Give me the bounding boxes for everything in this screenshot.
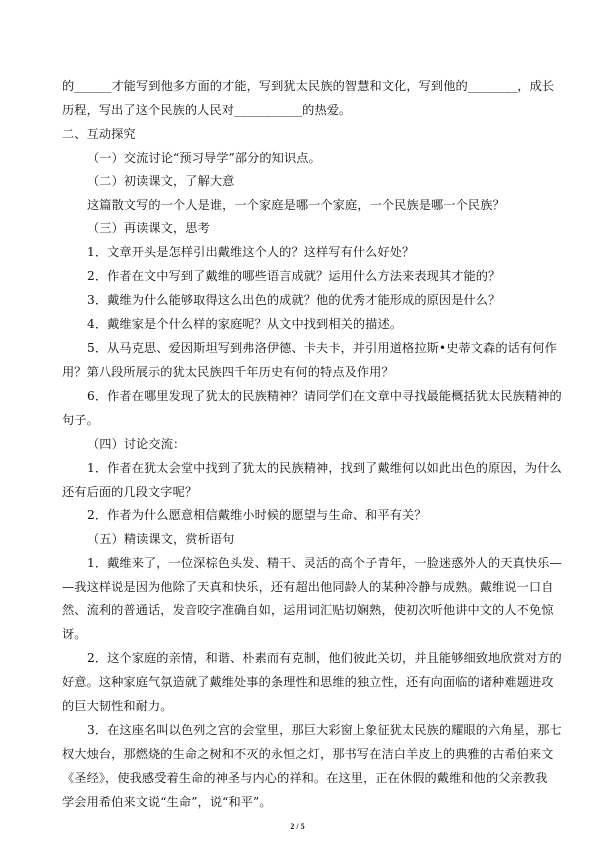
section-heading: 二、互动探究 bbox=[62, 127, 136, 141]
text-line: 历程，写出了这个民族的人民对___________的热爱。 bbox=[62, 103, 352, 117]
question-item: 1．作者在犹太会堂中找到了犹太的民族精神，找到了戴维何以如此出色的原因，为什么 bbox=[87, 461, 562, 475]
question-item: 5．从马克思、爱因斯坦写到弗洛伊德、卡夫卡，并引用道格拉斯•史蒂文森的话有何作 bbox=[87, 341, 557, 355]
text-line: —我这样说是因为他除了天真和快乐，还有超出他同龄人的某种冷静与成熟。戴维说一口自 bbox=[62, 580, 554, 594]
text-line: 句子。 bbox=[62, 413, 99, 427]
page-number: 2 / 5 bbox=[290, 822, 305, 831]
text-line: 杈大烛台，那燃烧的生命之树和不灭的永恒之灯，那书写在洁白羊皮上的典雅的古希伯来文 bbox=[62, 747, 554, 761]
question-item: 2．作者在文中写到了戴维的哪些语言成就？运用什么方法来表现其才能的？ bbox=[87, 269, 501, 283]
text-line: 的______才能写到他多方面的才能，写到犹太民族的智慧和文化，写到他的________，成长 bbox=[62, 79, 555, 93]
question-item: 1．文章开头是怎样引出戴维这个人的？这样写有什么好处？ bbox=[87, 245, 415, 259]
question-item: 3．戴维为什么能够取得这么出色的成就？他的优秀才能形成的原因是什么？ bbox=[87, 293, 501, 307]
text-line: 学会用希伯来文说“生命”，说“和平”。 bbox=[62, 795, 272, 809]
text-line: 讶。 bbox=[62, 627, 87, 641]
subsection-heading: （五）精读课文，赏析语句 bbox=[87, 532, 235, 546]
question-item: 6．作者在哪里发现了犹太的民族精神？请同学们在文章中寻找最能概括犹太民族精神的 bbox=[87, 389, 562, 403]
question-item: 2．这个家庭的亲情，和谐、朴素而有克制，他们彼此关切，并且能够细致地欣赏对方的 bbox=[87, 651, 562, 665]
subsection-heading: （四）讨论交流： bbox=[87, 437, 186, 451]
text-line: 《圣经》，使我感受着生命的神圣与内心的祥和。在这里，正在休假的戴维和他的父亲教我 bbox=[62, 771, 548, 785]
question-item: 3．在这座名叫以色列之宫的会堂里，那巨大彩窗上象征犹太民族的耀眼的六角星，那七 bbox=[87, 723, 562, 737]
text-line: 好意。这种家庭气氛造就了戴维处事的条理性和思维的独立性，还有向面临的诸种难题进攻 bbox=[62, 675, 554, 689]
question-item: 4．戴维家是个什么样的家庭呢？从文中找到相关的描述。 bbox=[87, 317, 403, 331]
question-item: 1．戴维来了，一位深棕色头发、精干、灵活的高个子青年，一脸迷惑外人的天真快乐— bbox=[87, 556, 562, 570]
text-line: 这篇散文写的一个人是谁，一个家庭是哪一个家庭，一个民族是哪一个民族？ bbox=[87, 198, 505, 212]
text-line: 还有后面的几段文字呢？ bbox=[62, 485, 198, 499]
text-line: 然、流利的普通话，发音咬字准确自如，运用词汇贴切娴熟，使初次听他讲中文的人不免惊 bbox=[62, 603, 554, 617]
text-line: 的巨大韧性和耐力。 bbox=[62, 699, 173, 713]
subsection-heading: （三）再读课文，思考 bbox=[87, 221, 210, 235]
text-line: 用？第八段所展示的犹太民族四千年历史有何的特点及作用？ bbox=[62, 365, 394, 379]
subsection-heading: （二）初读课文，了解大意 bbox=[87, 174, 235, 188]
question-item: 2．作者为什么愿意相信戴维小时候的愿望与生命、和平有关？ bbox=[87, 508, 427, 522]
subsection-heading: （一）交流讨论“预习导学”部分的知识点。 bbox=[87, 151, 321, 165]
